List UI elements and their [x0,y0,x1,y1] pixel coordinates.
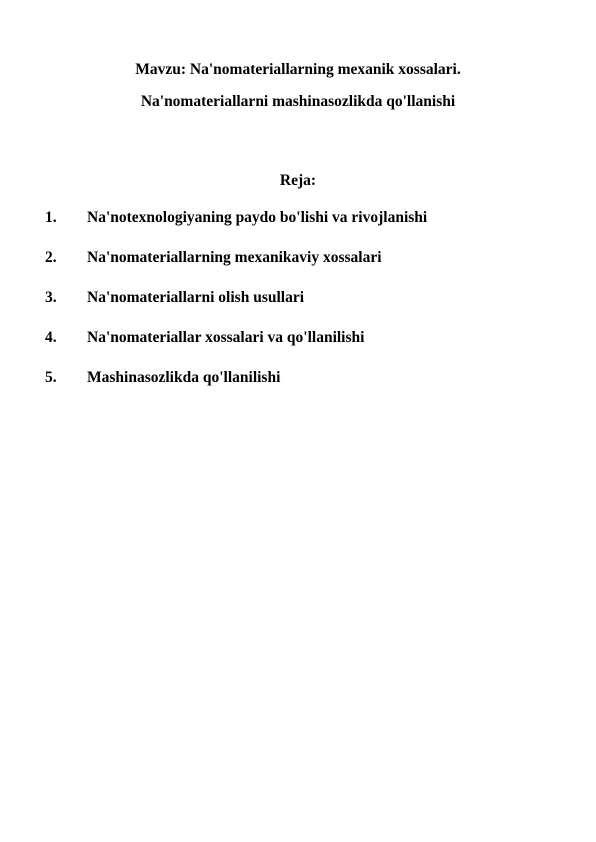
document-title-line-1: Mavzu: Na'nomateriallarning mexanik xossalari. [135,61,461,78]
plan-item [0,288,596,328]
plan-item-number: 5. [45,369,57,386]
plan-list [0,208,596,408]
plan-heading: Reja: [279,172,317,189]
plan-item [0,328,596,368]
document-title-line-2: Na'nomateriallarni mashinasozlikda qo'llanishi [140,93,456,110]
plan-item-text: Na'notexnologiyaning paydo bo'lishi va rivojlanishi [87,209,428,226]
plan-item [0,248,596,288]
plan-item-text: Na'nomateriallar xossalari va qo'llanilishi [87,329,365,346]
plan-item-number: 2. [45,249,57,266]
plan-item-text: Mashinasozlikda qo'llanilishi [87,369,281,386]
plan-item-text: Na'nomateriallarning mexanikaviy xossalari [87,249,382,266]
plan-item-text: Na'nomateriallarni olish usullari [87,289,305,306]
plan-item-number: 1. [45,209,57,226]
plan-item-number: 4. [45,329,57,346]
plan-item-number: 3. [45,289,57,306]
plan-item [0,368,596,408]
plan-item [0,208,596,248]
